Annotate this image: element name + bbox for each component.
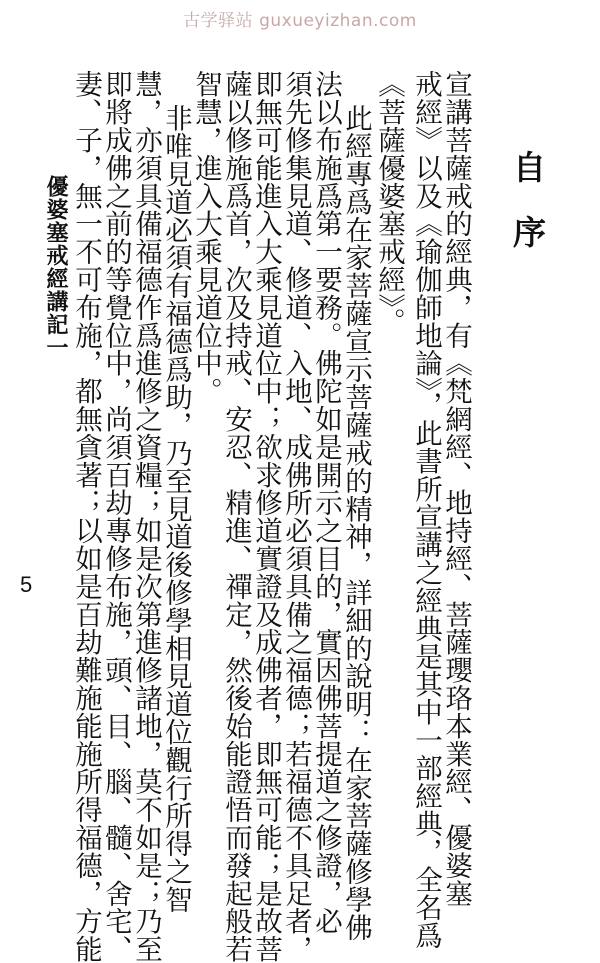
text-column-10: 非唯見道必須有福德爲助，乃至見道後修學相見道位觀行所得之智 [160,104,192,914]
text-column-3: 《菩薩優婆塞戒經》。 [373,70,405,336]
text-column-6: 須先修集見道、修道、入地、成佛所必須具備之福德；若福德不具足者， [280,70,312,963]
page-title: 自序 [508,150,547,280]
text-column-12: 即將成佛之前的等覺位中，尚須百劫專修布施，頭、目、腦、髓、舍宅、 [100,70,132,963]
text-column-4: 此經專爲在家菩薩宣示菩薩戒的精神，詳細的說明：在家菩薩修學佛 [340,104,372,941]
text-column-2: 戒經》以及《瑜伽師地論》，此書所宣講之經典是其中一部經典，全名爲 [410,70,442,950]
site-watermark: 古学驿站 guxueyizhan.com [183,11,417,31]
text-column-11: 慧，亦須具備福德作爲進修之資糧；如是次第進修諸地，莫不如是；乃至 [130,70,162,963]
text-column-9: 智慧，進入大乘見道位中。 [190,70,222,405]
page-number: 5 [20,572,33,597]
text-column-1: 宣講菩薩戒的經典，有《梵網經、地持經、菩薩瓔珞本業經、優婆塞 [440,70,472,907]
running-head: 優婆塞戒經講記一 [43,175,68,359]
text-column-5: 法以布施爲第一要務。佛陀如是開示之目的，實因佛菩提道之修證，必 [310,70,342,935]
text-column-8: 薩以修施爲首，次及持戒、安忍、精進、禪定，然後始能證悟而發起般若 [220,70,252,963]
text-column-13: 妻、子，無一不可布施，都無貪著；以如是百劫難施能施所得福德，方能 [70,70,102,963]
text-column-7: 即無可能進入大乘見道位中；欲求修道實證及成佛者，即無可能；是故菩 [250,70,282,963]
